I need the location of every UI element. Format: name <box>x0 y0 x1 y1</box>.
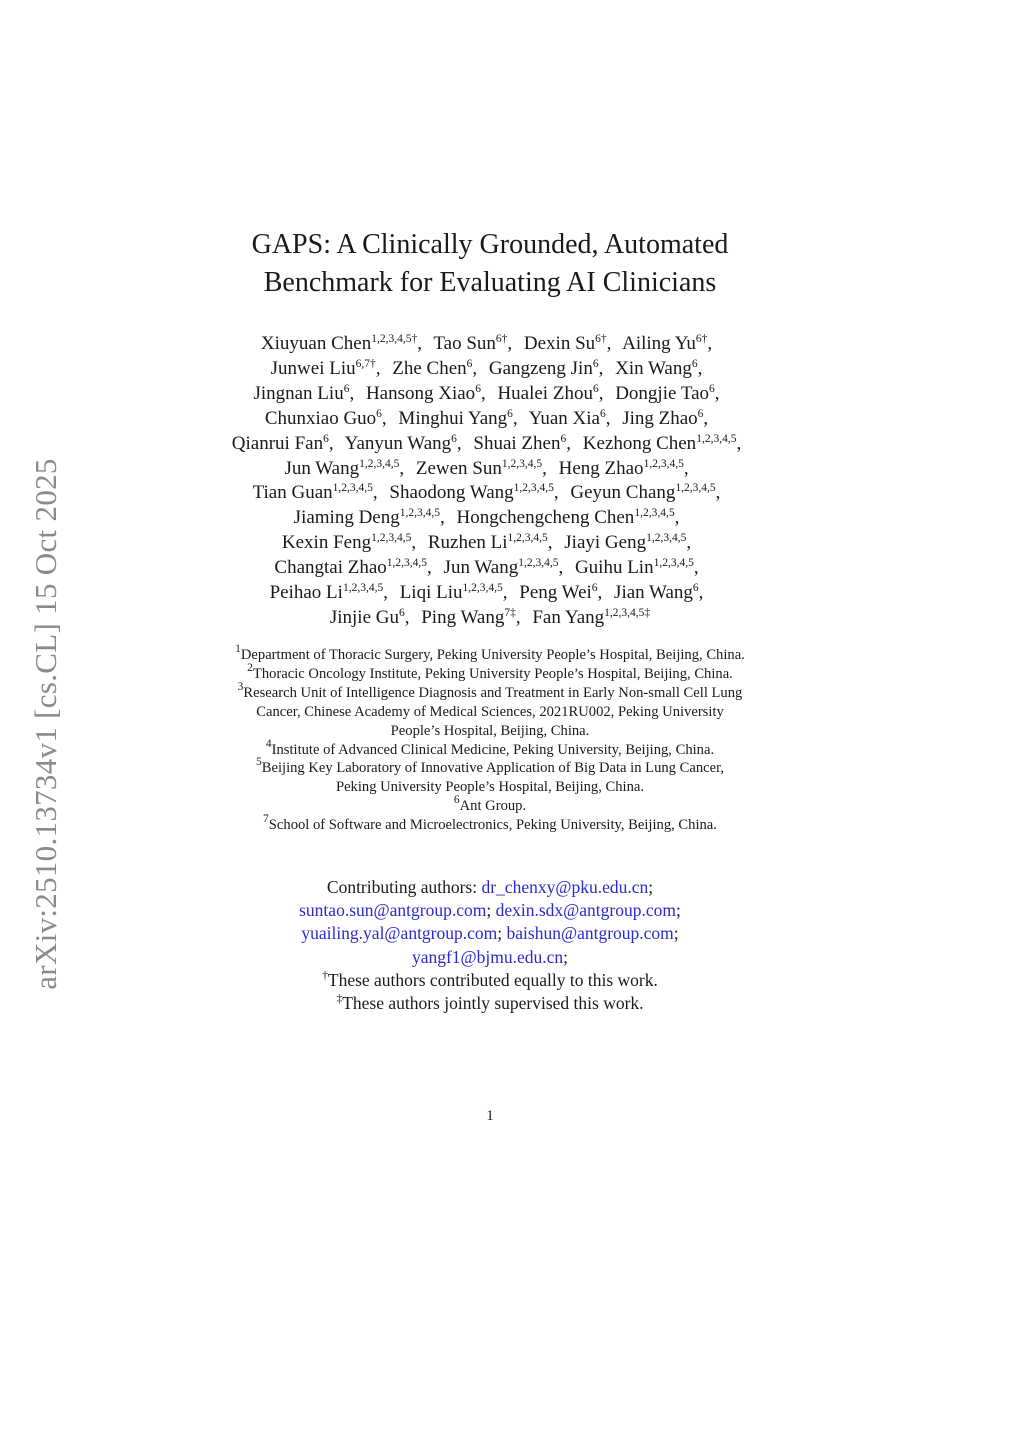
author-separator: , <box>683 457 689 479</box>
affiliation-line <box>190 661 790 684</box>
author <box>433 333 507 354</box>
author-name: Ailing Yu <box>622 333 696 354</box>
author <box>421 607 516 628</box>
author-line <box>190 382 790 407</box>
author-separator: , <box>328 432 334 454</box>
author-name: Jun Wang <box>443 557 519 579</box>
author-separator: , <box>375 357 381 379</box>
contact-line-4 <box>190 946 790 969</box>
author <box>564 532 686 553</box>
page-number: 1 <box>486 1108 494 1124</box>
author-separator: , <box>558 557 564 579</box>
author-name: Gangzeng Jin <box>488 357 593 379</box>
author-name: Jingnan Liu <box>253 382 344 404</box>
author-name: Tian Guan <box>252 482 333 504</box>
author-name: Chunxiao Guo <box>264 407 377 429</box>
author-name: Yuan Xia <box>528 407 600 429</box>
author-affiliation-mark: 6 <box>709 382 715 395</box>
author-name: Minghui Yang <box>398 407 508 429</box>
affiliation-number: 4 <box>265 737 272 750</box>
author-separator: , <box>440 507 445 529</box>
equal-contribution-text: These authors contributed equally to this work. <box>327 969 658 990</box>
author-name: Jing Zhao <box>622 407 698 429</box>
author-separator: , <box>542 457 547 479</box>
author-affiliation-mark: 6 <box>591 582 598 595</box>
email-separator: ; <box>648 877 654 897</box>
author-separator: , <box>566 432 571 454</box>
author-separator: , <box>427 557 432 579</box>
paper-title <box>190 226 790 302</box>
author <box>389 482 554 503</box>
author <box>622 333 707 354</box>
email-separator: ; <box>563 946 569 967</box>
author-separator: , <box>598 382 604 404</box>
author-affiliation-mark: 1,2,3,4,5 <box>501 457 543 470</box>
author <box>392 358 472 379</box>
author-separator: , <box>674 507 680 529</box>
email-link[interactable]: yuailing.yal@antgroup.com <box>301 923 498 944</box>
author <box>532 607 650 628</box>
author <box>615 383 715 404</box>
affiliation-text: School of Software and Microelectronics, Peking University, Beijing, China. <box>268 817 717 834</box>
author <box>284 458 399 479</box>
author-affiliation-mark: 6† <box>595 333 607 345</box>
affiliation-text: People’s Hospital, Beijing, China. <box>390 722 590 739</box>
author-affiliation-mark: 6 <box>323 432 329 445</box>
author-affiliation-mark: 6 <box>592 357 599 370</box>
joint-supervision-text: These authors jointly supervised this work. <box>342 993 644 1014</box>
author-name: Peng Wei <box>519 582 592 604</box>
author-line <box>190 506 790 531</box>
contact-line-3 <box>190 922 790 945</box>
author-line <box>190 357 790 382</box>
affiliation-text: Institute of Advanced Clinical Medicine, Peking University, Beijing, China. <box>271 741 715 758</box>
author-name: Jinjie Gu <box>329 606 399 628</box>
email-separator: ; <box>486 900 492 921</box>
author <box>271 358 376 379</box>
author-name: Shuai Zhen <box>473 432 561 454</box>
affiliation-number: 6 <box>453 794 460 807</box>
author <box>345 433 457 454</box>
author-affiliation-mark: 6 <box>343 382 350 395</box>
author <box>622 408 703 429</box>
author-name: Jun Wang <box>284 457 360 479</box>
author-affiliation-mark: 6 <box>691 357 698 370</box>
author <box>519 582 597 603</box>
author-separator: , <box>507 333 513 354</box>
author <box>400 582 503 603</box>
email-link[interactable]: dr_chenxy@pku.edu.cn <box>481 877 649 897</box>
author-separator: , <box>553 482 559 504</box>
author-separator: , <box>698 582 704 604</box>
author <box>274 557 427 578</box>
author-name: Shaodong Wang <box>389 482 514 504</box>
email-separator: ; <box>675 900 681 921</box>
author-name: Zhe Chen <box>392 357 467 379</box>
author-name: Kexin Feng <box>281 532 372 554</box>
email-link[interactable]: suntao.sun@antgroup.com <box>299 900 487 921</box>
author-separator: , <box>693 557 699 579</box>
affiliation-text: Cancer, Chinese Academy of Medical Sciences, 2021RU002, Peking University <box>256 703 724 720</box>
author-name: Xiuyuan Chen <box>260 333 372 354</box>
author <box>232 433 329 454</box>
author-line <box>190 332 790 357</box>
author-affiliation-mark: 1,2,3,4,5 <box>342 582 384 595</box>
author-affiliation-mark: 1,2,3,4,5 <box>634 507 675 520</box>
author-affiliation-mark: 1,2,3,4,5 <box>371 532 412 545</box>
author-separator: , <box>703 407 709 429</box>
affiliation-line <box>190 813 790 835</box>
author-affiliation-mark: 6 <box>475 382 481 395</box>
author-line <box>190 531 790 556</box>
author-separator: , <box>472 357 478 379</box>
author-affiliation-mark: 6 <box>592 382 599 395</box>
author-separator: , <box>515 606 521 628</box>
email-link[interactable]: yangf1@bjmu.edu.cn <box>411 946 564 967</box>
author-affiliation-mark: 6 <box>466 357 473 370</box>
author <box>366 383 481 404</box>
author-name: Dongjie Tao <box>615 382 710 404</box>
author-separator: , <box>383 582 388 604</box>
author-affiliation-mark: 1,2,3,4,5 <box>646 532 687 545</box>
author-separator: , <box>714 382 720 404</box>
dagger-mark: † <box>322 969 328 982</box>
author <box>261 333 417 354</box>
author-affiliation-mark: 1,2,3,4,5 <box>643 457 684 470</box>
email-link[interactable]: baishun@antgroup.com <box>506 923 674 944</box>
author-name: Zewen Sun <box>415 457 502 479</box>
author <box>615 358 698 379</box>
author-separator: , <box>456 432 462 454</box>
author-affiliation-mark: 1,2,3,4,5 <box>462 582 503 595</box>
author-affiliation-mark: 1,2,3,4,5 <box>518 557 559 570</box>
author-line <box>190 457 790 482</box>
author-affiliation-mark: 1,2,3,4,5 <box>507 532 548 545</box>
author <box>416 458 542 479</box>
contact-line-1 <box>190 876 790 899</box>
affiliation-number: 3 <box>237 680 244 693</box>
affiliation-number: 7 <box>263 813 269 826</box>
author <box>270 582 384 603</box>
affiliation-number: 5 <box>256 756 262 769</box>
author-separator: , <box>512 407 518 429</box>
author-separator: , <box>480 382 486 404</box>
author-name: Jiayi Geng <box>564 532 647 554</box>
affiliation-line <box>190 703 790 722</box>
author-affiliation-mark: 6 <box>398 606 405 619</box>
author-name: Xin Wang <box>615 357 692 379</box>
author-line <box>190 556 790 581</box>
author-name: Hansong Xiao <box>365 382 476 404</box>
contact-line-2 <box>190 899 790 922</box>
affiliation-list <box>190 643 790 835</box>
affiliation-line <box>190 737 790 760</box>
author-name: Guihu Lin <box>574 557 654 579</box>
author-separator: , <box>399 457 405 479</box>
author-name: Liqi Liu <box>399 582 463 604</box>
author-line <box>190 432 790 457</box>
author <box>398 408 513 429</box>
author-name: Hongchengcheng Chen <box>456 507 635 529</box>
contact-label: Contributing authors: <box>326 877 478 897</box>
author <box>330 607 405 628</box>
author-name: Geyun Chang <box>570 482 676 504</box>
arxiv-stamp: arXiv:2510.13734v1 [cs.CL] 15 Oct 2025 <box>28 458 63 990</box>
email-separator: ; <box>497 923 503 944</box>
author-name: Kezhong Chen <box>582 432 697 454</box>
author <box>489 358 599 379</box>
affiliation-text: Peking University People’s Hospital, Beijing, China. <box>335 779 645 796</box>
author-separator: , <box>381 407 387 429</box>
author-name: Yanyun Wang <box>344 432 452 454</box>
author-affiliation-mark: 6† <box>495 333 508 345</box>
author-line <box>190 407 790 432</box>
author-separator: , <box>606 333 612 354</box>
email-link[interactable]: dexin.sdx@antgroup.com <box>495 900 676 921</box>
author-separator: , <box>372 482 378 504</box>
author-name: Heng Zhao <box>558 457 644 479</box>
author <box>524 333 607 354</box>
title-line-2: Benchmark for Evaluating AI Clinicians <box>263 267 717 298</box>
author-name: Ruzhen Li <box>427 532 508 554</box>
author-separator: , <box>502 582 508 604</box>
contact-block <box>190 876 790 1015</box>
email-separator: ; <box>673 923 679 944</box>
author-name: Tao Sun <box>433 333 496 354</box>
affiliation-text: Ant Group. <box>459 798 527 815</box>
author <box>614 582 699 603</box>
author <box>575 557 694 578</box>
author-affiliation-mark: 1,2,3,4,5 <box>386 557 428 570</box>
author <box>473 433 566 454</box>
author-affiliation-mark: 1,2,3,4,5 <box>359 457 400 470</box>
author <box>444 557 559 578</box>
affiliation-line <box>190 794 790 816</box>
author <box>253 482 373 503</box>
author-name: Dexin Su <box>523 333 596 354</box>
author-affiliation-mark: 1,2,3,4,5 <box>399 507 440 520</box>
author-name: Jian Wang <box>614 582 693 604</box>
affiliation-text: Thoracic Oncology Institute, Peking University People’s Hospital, Beijing, China. <box>252 665 733 682</box>
author-separator: , <box>417 333 422 354</box>
author-line <box>190 481 790 506</box>
author <box>282 532 411 553</box>
author-separator: , <box>707 333 713 354</box>
title-line-1: GAPS: A Clinically Grounded, Automated <box>251 229 729 260</box>
affiliation-line <box>190 756 790 778</box>
author-affiliation-mark: 6† <box>695 333 708 345</box>
author-separator: , <box>597 582 603 604</box>
author-name: Ping Wang <box>421 606 505 628</box>
author-separator: , <box>715 482 721 504</box>
author-name: Junwei Liu <box>270 357 356 379</box>
affiliation-line <box>190 778 790 797</box>
author-affiliation-mark: 1,2,3,4,5 <box>653 557 694 570</box>
author <box>497 383 598 404</box>
author <box>294 507 440 528</box>
author-affiliation-mark: 6 <box>451 432 457 445</box>
author-affiliation-mark: 1,2,3,4,5‡ <box>604 606 651 619</box>
author-name: Peihao Li <box>269 582 343 604</box>
author-line <box>190 606 790 631</box>
joint-supervision-note <box>190 992 790 1015</box>
equal-contribution-note <box>190 969 790 992</box>
author-separator: , <box>686 532 692 554</box>
author-name: Fan Yang <box>532 606 605 628</box>
author-affiliation-mark: 1,2,3,4,5 <box>696 432 737 445</box>
author-affiliation-mark: 6,7† <box>355 357 376 370</box>
author <box>570 482 715 503</box>
author <box>253 383 349 404</box>
author-affiliation-mark: 6 <box>507 407 513 420</box>
author-affiliation-mark: 1,2,3,4,5 <box>675 482 716 495</box>
affiliation-number: 1 <box>235 643 241 655</box>
author <box>559 458 684 479</box>
author-separator: , <box>411 532 417 554</box>
author-separator: , <box>736 432 742 454</box>
author-affiliation-mark: 6 <box>560 432 567 445</box>
author-separator: , <box>349 382 355 404</box>
author <box>457 507 675 528</box>
author-name: Changtai Zhao <box>274 557 387 579</box>
author-separator: , <box>605 407 611 429</box>
author-name: Qianrui Fan <box>231 432 324 454</box>
author <box>428 532 548 553</box>
affiliation-line <box>190 643 790 665</box>
author-affiliation-mark: 1,2,3,4,5† <box>371 333 418 345</box>
author <box>265 408 382 429</box>
author-affiliation-mark: 1,2,3,4,5 <box>513 482 554 495</box>
affiliation-text: Department of Thoracic Surgery, Peking University People’s Hospital, Beijing, China. <box>240 647 745 663</box>
author-affiliation-mark: 6 <box>376 407 382 420</box>
author-affiliation-mark: 6 <box>697 407 704 420</box>
double-dagger-mark: ‡ <box>336 993 343 1006</box>
author-affiliation-mark: 6 <box>599 407 606 420</box>
author-affiliation-mark: 1,2,3,4,5 <box>332 482 373 495</box>
author-name: Hualei Zhou <box>497 382 593 404</box>
author-separator: , <box>404 606 410 628</box>
author-line <box>190 581 790 606</box>
affiliation-line <box>190 722 790 741</box>
author-separator: , <box>598 357 604 379</box>
author-name: Jiaming Deng <box>293 507 400 529</box>
author-separator: , <box>697 357 703 379</box>
affiliation-text: Research Unit of Intelligence Diagnosis and Treatment in Early Non-small Cell Lung <box>243 684 743 701</box>
author <box>583 433 737 454</box>
affiliation-line <box>190 680 790 703</box>
affiliation-text: Beijing Key Laboratory of Innovative Application of Big Data in Lung Cancer, <box>261 760 724 777</box>
author-separator: , <box>547 532 553 554</box>
author-affiliation-mark: 6 <box>692 582 699 595</box>
affiliation-number: 2 <box>247 661 253 674</box>
author-list <box>190 332 790 631</box>
author-affiliation-mark: 7‡ <box>504 606 516 619</box>
author <box>529 408 606 429</box>
